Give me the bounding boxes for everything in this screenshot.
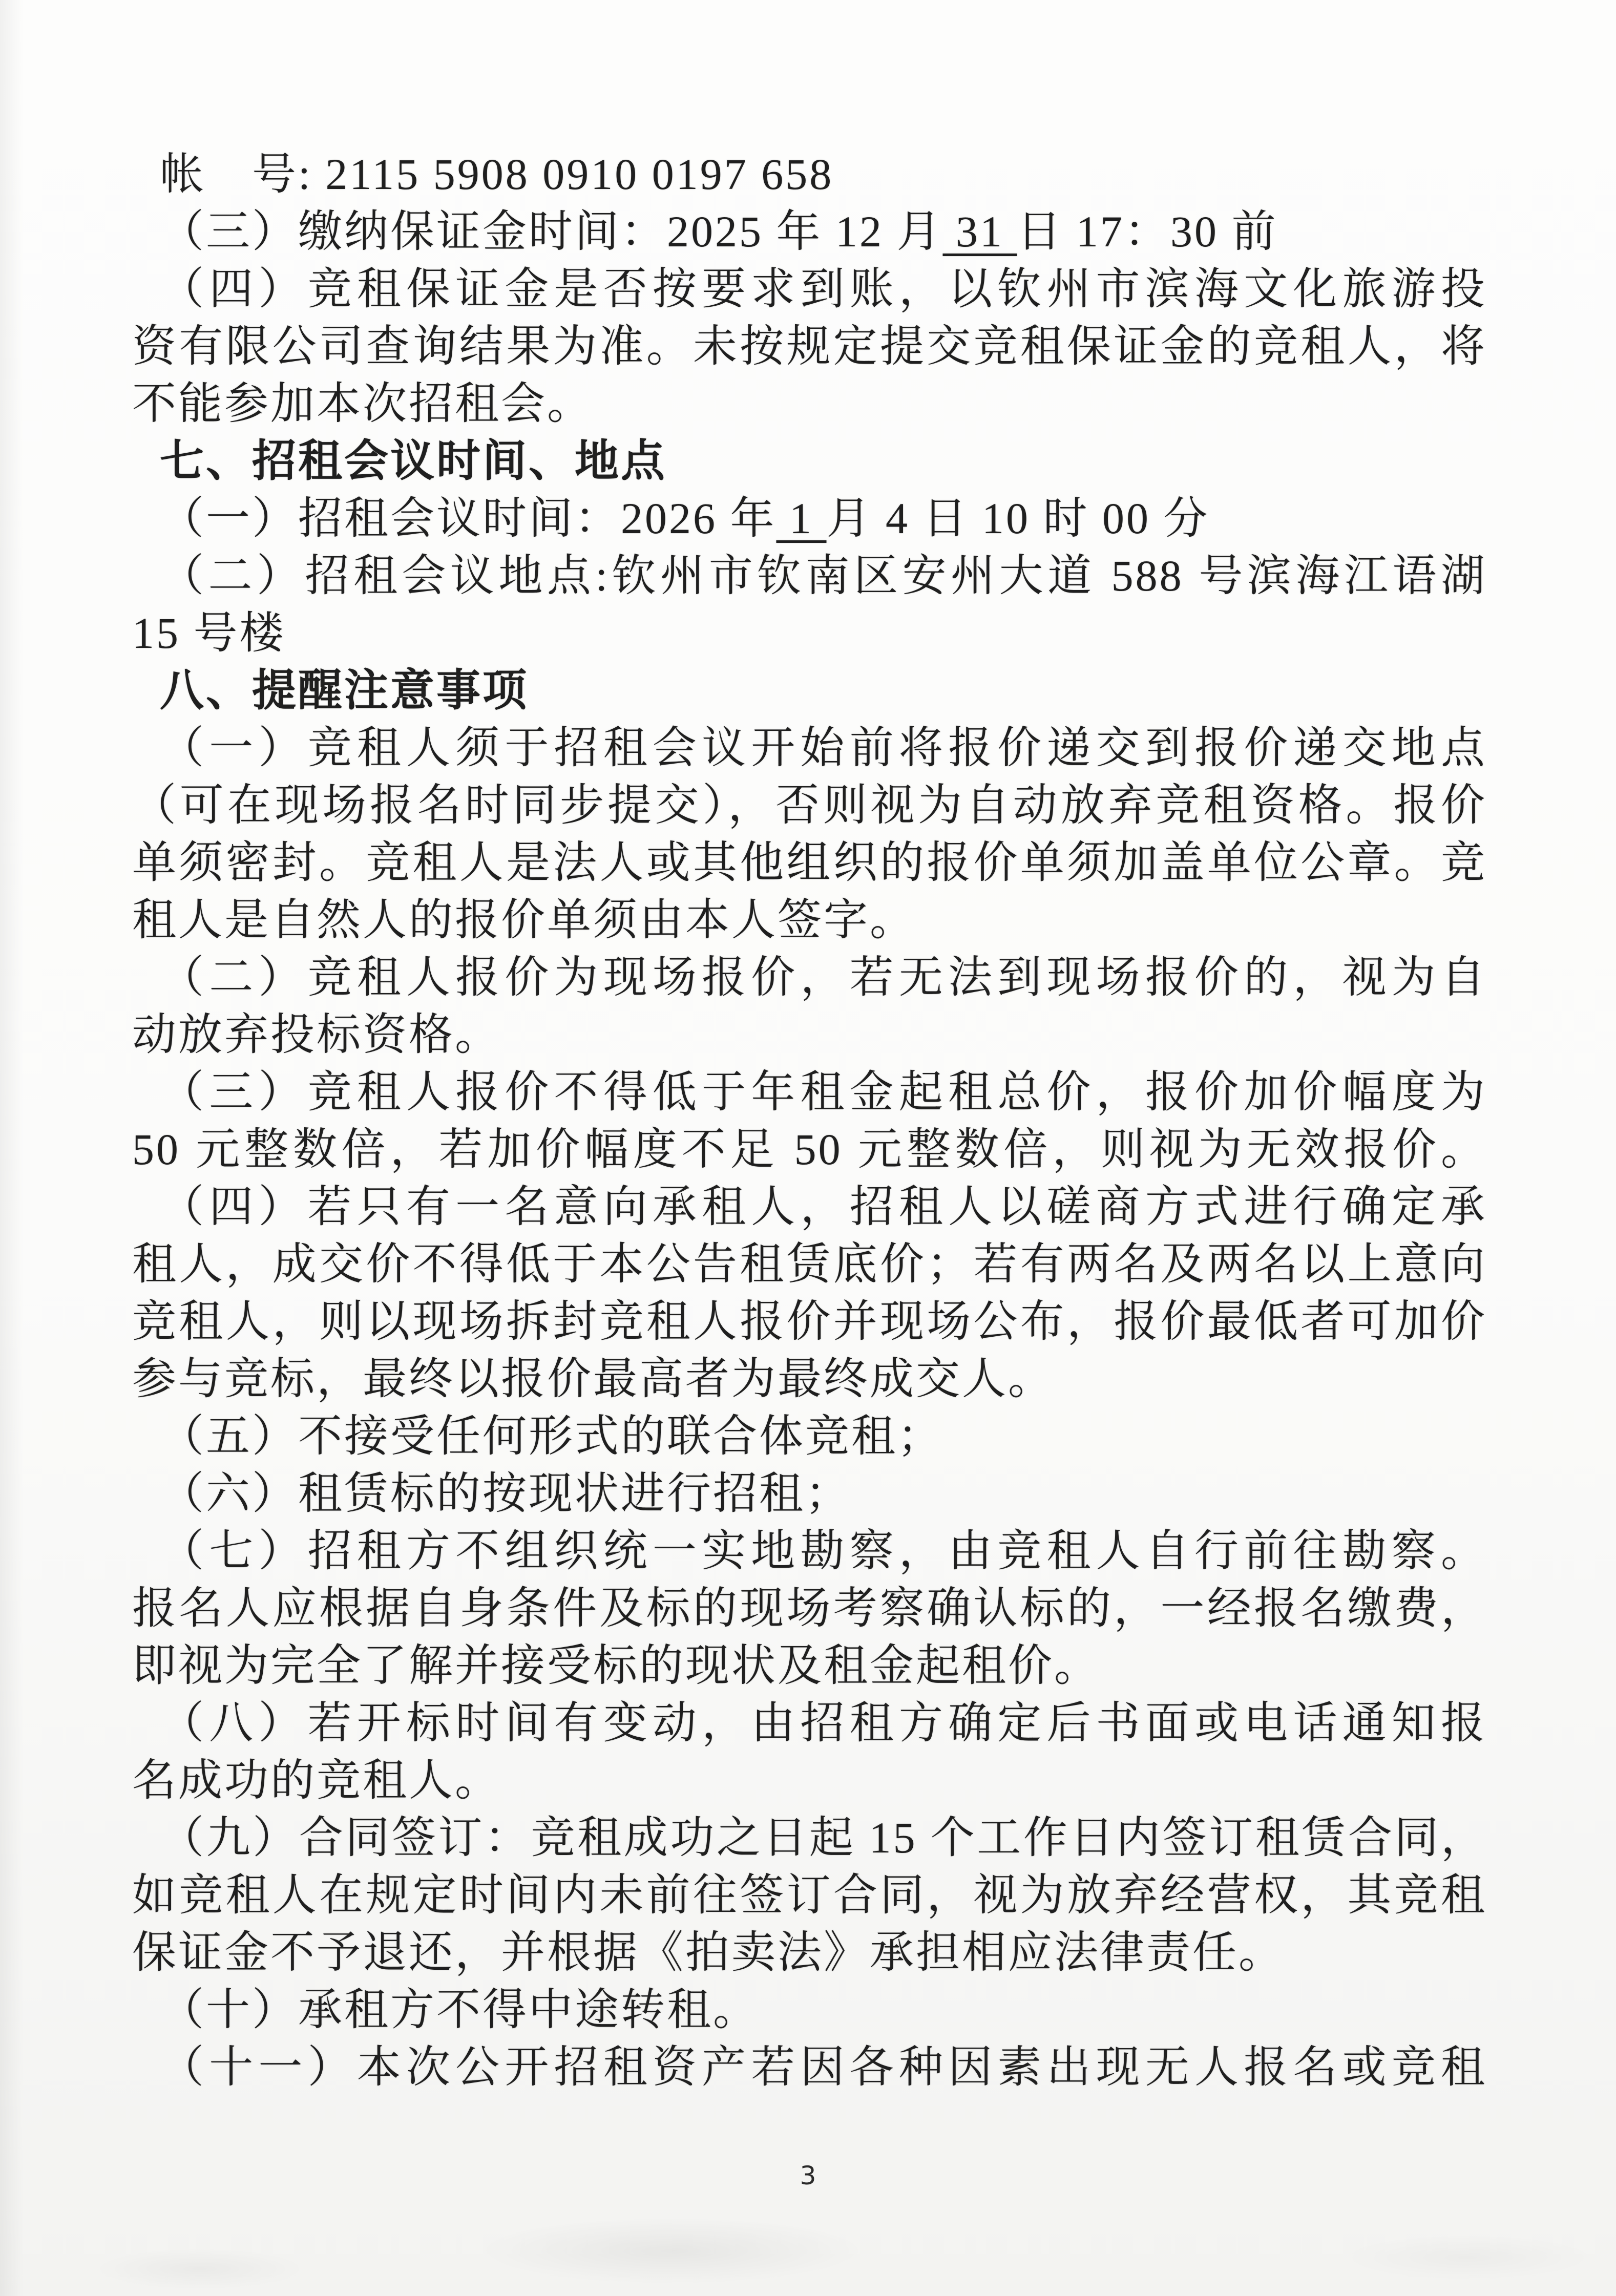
document-line xyxy=(132,776,1487,834)
scan-smudge xyxy=(476,2218,866,2284)
text-segment: 租人是自然人的报价单须由本人签字。 xyxy=(132,895,916,944)
text-segment: （十一）本次公开招租资产若因各种因素出现无人报名或竞租 xyxy=(160,2042,1487,2092)
text-segment: （一）招租会议时间：2026 年 xyxy=(160,494,776,543)
document-line xyxy=(132,547,1487,604)
text-segment: 日 17：30 前 xyxy=(1017,207,1278,256)
document-line xyxy=(132,719,1487,776)
document-line xyxy=(132,1579,1487,1637)
document-line xyxy=(132,2038,1487,2096)
text-segment: （三）缴纳保证金时间：2025 年 12 月 xyxy=(160,207,943,256)
document-line xyxy=(132,1637,1487,1694)
document-line xyxy=(132,1121,1487,1178)
document-line xyxy=(132,1924,1487,1981)
document-line xyxy=(132,1752,1487,1809)
document-line xyxy=(132,203,1487,260)
document-line xyxy=(132,260,1487,318)
document-line xyxy=(132,1866,1487,1924)
document-line xyxy=(132,1293,1487,1350)
document-line xyxy=(132,834,1487,891)
document-text-block xyxy=(132,145,1487,2096)
text-segment: 名成功的竞租人。 xyxy=(132,1756,501,1805)
scan-smudge xyxy=(1339,2235,1596,2281)
text-segment: 不能参加本次招租会。 xyxy=(132,379,593,428)
text-segment: （四）若只有一名意向承租人，招租人以磋商方式进行确定承 xyxy=(160,1182,1487,1231)
scan-edge-shadow xyxy=(0,0,24,2296)
text-segment: （二）竞租人报价为现场报价，若无法到现场报价的，视为自 xyxy=(160,953,1487,1002)
document-line xyxy=(132,145,1487,203)
text-segment: （七）招租方不组织统一实地勘察，由竞租人自行前往勘察。 xyxy=(160,1526,1487,1575)
underlined-fill-in-value: 31 xyxy=(942,207,1017,256)
document-line xyxy=(132,949,1487,1006)
document-line xyxy=(132,375,1487,432)
document-line xyxy=(132,1809,1487,1866)
text-segment: （三）竞租人报价不得低于年租金起租总价，报价加价幅度为 xyxy=(160,1067,1487,1117)
document-line xyxy=(132,1522,1487,1579)
text-segment: 租人，成交价不得低于本公告租赁底价；若有两名及两名以上意向 xyxy=(132,1239,1487,1289)
document-line xyxy=(132,490,1487,547)
document-line xyxy=(132,1063,1487,1121)
document-line xyxy=(132,604,1487,662)
text-segment: 帐 号: 2115 5908 0910 0197 658 xyxy=(160,150,834,199)
text-segment: 15 号楼 xyxy=(132,608,286,658)
underlined-fill-in-value: 1 xyxy=(776,494,827,543)
text-segment: 参与竞标，最终以报价最高者为最终成交人。 xyxy=(132,1354,1054,1403)
page-number: 3 xyxy=(800,2161,816,2190)
text-segment: 50 元整数倍，若加价幅度不足 50 元整数倍，则视为无效报价。 xyxy=(132,1125,1487,1174)
section-heading xyxy=(132,662,1487,719)
document-line xyxy=(132,1981,1487,2038)
text-segment: 八、提醒注意事项 xyxy=(160,666,529,715)
document-line xyxy=(132,1407,1487,1465)
document-line xyxy=(132,1235,1487,1293)
document-line xyxy=(132,1178,1487,1235)
text-segment: 报名人应根据自身条件及标的现场考察确认标的，一经报名缴费， xyxy=(132,1584,1487,1633)
section-heading xyxy=(132,432,1487,490)
scan-smudge xyxy=(92,2248,307,2289)
text-segment: （六）租赁标的按现状进行招租； xyxy=(160,1469,851,1518)
document-line xyxy=(132,318,1487,375)
text-segment: 保证金不予退还，并根据《拍卖法》承担相应法律责任。 xyxy=(132,1928,1285,1977)
document-line xyxy=(132,1006,1487,1063)
text-segment: 动放弃投标资格。 xyxy=(132,1010,501,1059)
text-segment: （八）若开标时间有变动，由招租方确定后书面或电话通知报 xyxy=(160,1698,1487,1747)
text-segment: 如竞租人在规定时间内未前往签订合同，视为放弃经营权，其竞租 xyxy=(132,1870,1487,1920)
text-segment: （九）合同签订：竞租成功之日起 15 个工作日内签订租赁合同， xyxy=(160,1813,1487,1862)
document-line xyxy=(132,1694,1487,1752)
text-segment: 七、招租会议时间、地点 xyxy=(160,436,667,486)
document-line xyxy=(132,1465,1487,1522)
text-segment: （五）不接受任何形式的联合体竞租； xyxy=(160,1412,943,1461)
text-segment: 月 4 日 10 时 00 分 xyxy=(826,494,1210,543)
document-line xyxy=(132,1350,1487,1407)
text-segment: （四）竞租保证金是否按要求到账，以钦州市滨海文化旅游投 xyxy=(160,264,1487,313)
text-segment: （一）竞租人须于招租会议开始前将报价递交到报价递交地点 xyxy=(160,723,1487,772)
text-segment: （二）招租会议地点:钦州市钦南区安州大道 588 号滨海江语湖 xyxy=(160,551,1487,600)
text-segment: 资有限公司查询结果为准。未按规定提交竞租保证金的竞租人，将 xyxy=(132,322,1487,371)
text-segment: 即视为完全了解并接受标的现状及租金起租价。 xyxy=(132,1641,1100,1690)
document-line xyxy=(132,891,1487,949)
text-segment: （十）承租方不得中途转租。 xyxy=(160,1985,759,2034)
text-segment: 单须密封。竞租人是法人或其他组织的报价单须加盖单位公章。竞 xyxy=(132,838,1487,887)
text-segment: 竞租人，则以现场拆封竞租人报价并现场公布，报价最低者可加价 xyxy=(132,1297,1487,1346)
text-segment: （可在现场报名时同步提交），否则视为自动放弃竞租资格。报价 xyxy=(132,781,1487,830)
